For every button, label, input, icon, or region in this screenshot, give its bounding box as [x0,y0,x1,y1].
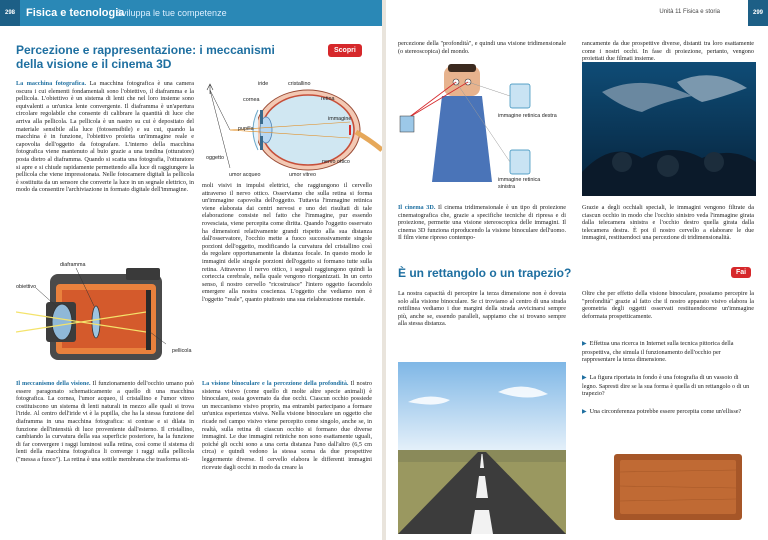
binocular-figure [398,64,566,192]
left-page [0,0,382,540]
label-pellicola: pellicola [172,348,192,354]
camera-illustration [16,262,194,366]
camera-paragraph [16,80,194,194]
vision-lead: Il meccanismo della visione. [16,380,91,387]
subsection-title: Sviluppa le tue competenze [116,8,227,18]
label-cornea: cornea [243,97,260,103]
label-oggetto: oggetto [206,155,224,161]
label-nervo-ottico: nervo ottico [322,159,350,165]
article-title-line1: Percezione e rappresentazione: i meccanismi [16,43,275,57]
vision-paragraph [16,380,194,464]
unit-label: Unità 11 Fisica e storia [659,9,720,15]
label-pupilla: pupilla [238,126,254,132]
cinema-continued-paragraph: rancamente da due prospettive diverse, distanti tra loro esattamente come i nostri occhi. In fase di proiezione, pertanto, vengono proiettati due filmati insieme. [582,40,754,63]
scopri-badge: Scopri [328,44,362,57]
bullet-2: ▶ La figura riportata in fondo è una fotografia di un vassoio di legno. Sapresti dire se la sua forma è quella di un rettangolo o di un trapezio? [582,374,750,398]
cinema-paragraph [398,204,566,242]
right-header [386,0,768,26]
label-obiettivo: obiettivo [16,284,37,290]
label-iride: iride [258,81,269,87]
bullet-arrow-icon: ▶ [582,409,587,415]
bullet-arrow-icon: ▶ [582,341,587,347]
label-diaframma: diaframma [60,262,86,268]
label-umor-acqueo: umor acqueo [229,172,261,178]
binocular-lead: La visione binoculare e la percezione della profondità. [202,380,349,387]
bullet-1: ▶ Effettua una ricerca in Internet sulla tecnica pittorica della prospettiva, che simula il funzionamento dell'occhio per rappresentare la terza dimensione. [582,340,734,364]
perspective-paragraph: Oltre che per effetto della visione binoculare, possiamo percepire la "profondità" grazie al fatto che il nostro apparato visivo elabora la geometria degli oggetti osservati restituendocene un'immagine deformata prospetticamente. [582,290,754,320]
glasses-paragraph: Grazie a degli occhiali speciali, le immagini vengono filtrate da ciascun occhio in modo che l'occhio sinistro veda l'immagine girata dalla telecamera sinistra e l'occhio destro quella girata dalla telecamera destra. È poi il nostro cervello a elaborare le due immagini, restituendoci una percezione di tridimensionalità. [582,204,754,242]
eye-diagram [200,80,382,178]
binocular-text: Il nostro sistema visivo (come quello di molte altre specie animali) è binoculare, ossia governato da due occhi. Ciascun occhio possiede un meccanismo visivo proprio, ma entrambi partecipano a formare un'unica esperienza visiva. Nella visione binoculare un oggetto che ricade nel campo visivo viene percepito come singolo, anche se, in realtà, sulla retina di ciascun occhio si formano due diverse immagini. Le due immagini retiniche non sono esattamente uguali, poiché gli occhi sono a una certa distanza l'uno dall'altro (6,5 cm circa) e quindi vedono la stessa scena da due prospettive leggermente diverse. Il cervello elabora le differenti immagini ricevute dagli occhi in modo da creare la [202,380,372,471]
cinema-text: Il cinema tridimensionale è un tipo di proiezione cinematografica che, grazie a specifiche tecniche di ripresa e di proiezione, permette una visione stereoscopica delle immagini. Il cinema 3D funziona riproducendo la visione binoculare dell'uomo. Il film viene ripreso contempo- [398,204,566,242]
label-right-retinal: immagine retinica destra [498,113,557,119]
left-header-band [0,0,382,26]
bullet-arrow-icon: ▶ [582,375,587,381]
retina-paragraph: moli visivi in impulsi elettrici, che raggiungono il cervello attraverso il nervo ottico. Osserviamo che sulla retina si forma un'immagine capovolta dell'oggetto. Tuttavia l'immagine retinica viene elaborata dai centri nervosi e uno dei risultati di tale elaborazione consiste nel fatto che l'immagine, pur essendo rovesciata, viene percepita come diritta. Quando l'oggetto osservato ha dimensioni relativamente grandi rispetto alla sua distanza dall'osservatore, l'occhio mette a fuoco successivamente singole porzioni dell'oggetto, modificando la curvatura del cristallino così da regolare opportunamente la distanza focale. In questo modo le immagini delle singole porzioni dell'oggetto si formano tutte sulla retina. Attraverso il nervo ottico, i segnali raggiungono quindi la corteccia cerebrale, nella quale vengono riorganizzati. In un certo senso, il nostro cervello "ricostruisce" l'intero oggetto facendolo emergere alla nostra coscienza. L'oggetto che vediamo non è l'oggetto "reale", quanto piuttosto una sua rielaborazione mentale. [202,182,372,303]
depth-paragraph: percezione della "profondità", e quindi una visione tridimensionale (o stereoscopica) del mondo. [398,40,566,55]
cinema-lead: Il cinema 3D. [398,204,436,211]
camera-lead: La macchina fotografica. [16,80,87,87]
label-immagine: immagine [328,116,352,122]
cinema-3d-photo [582,62,756,196]
wooden-tray-photo [608,446,748,526]
label-cristallino: cristallino [288,81,311,87]
bullet-3: ▶ Una circonferenza potrebbe essere percepita come un'ellisse? [582,408,742,415]
road-photo [398,362,566,534]
section-heading-rectangle: È un rettangolo o un trapezio? [398,266,572,280]
left-page-number: 298 [0,0,20,26]
binocular-paragraph [202,380,372,471]
vision-text: Il funzionamento dell'occhio umano può essere paragonato schematicamente a quello di una macchina fotografica. La cornea, l'umor acqueo, il cristallino e l'umor vitreo costituiscono un sistema di lenti naturali in mezzo alle quali si trova l'iride. Al centro dell'iride vi è la pupilla, che ha la stessa funzione del diaframma in una macchina fotografica: si contrae e si dilata in funzione dell'intensità di luce proveniente dall'esterno. Il cristallino, cambiando la curvatura della sua superficie posteriore, ha la funzione di far convergere i raggi luminosi sulla retina, così come il sistema di lenti della macchina fotografica li converge i raggi sulla pellicola ("messa a fuoco"). La retina è una sottile membrana che trasforma sti- [16,380,195,463]
section-title: Fisica e tecnologia [26,7,125,19]
right-page [386,0,768,540]
article-title-line2: della visione e il cinema 3D [16,57,172,71]
fai-badge: Fai [731,267,751,278]
camera-text: La macchina fotografica è una camera oscura i cui elementi fondamentali sono l'obiettivo, il diaframma e la pellicola. L'obiettivo è un sistema di lenti che nel loro insieme sono equivalenti a un'unica lente convergente. Il diaframma è un'apertura circolare regolabile che consente di calibrare la quantità di luce che arriva alla pellicola. La pellicola è un nastro su cui è depositato del materiale sensibile alla luce (fotosensibile) e su cui, quando la macchina è in funzione, l'obiettivo proietta un'immagine reale e capovolta dell'oggetto da fotografare. L'interno della macchina fotografica viene mantenuto al buio grazie a una tendina (otturatore) posta dietro al diaframma. Quando si scatta una fotografia, l'otturatore si apre e si chiude rapidamente permettendo alla luce di raggiungere la pellicola che viene impressionata. Nelle fotocamere digitali la pellicola è sostituita da un sensore che converte la luce in un segnale elettrico, in modo da consentire l'archiviazione in formato digitale dell'immagine. [16,80,194,194]
label-left-retinal: immagine retinica sinistra [498,177,541,190]
label-retina: retina [321,96,335,102]
label-umor-vitreo: umor vitreo [289,172,316,178]
rectangle-paragraph: La nostra capacità di percepire la terza dimensione non è dovuta solo alla visione binoculare. Se ci troviamo al centro di una strada rettilinea vediamo i due margini della strada avvicinarsi sempre più, anche se, essendo paralleli, sappiamo che si trovano sempre alla stessa distanza. [398,290,566,328]
right-page-number: 299 [748,0,768,26]
